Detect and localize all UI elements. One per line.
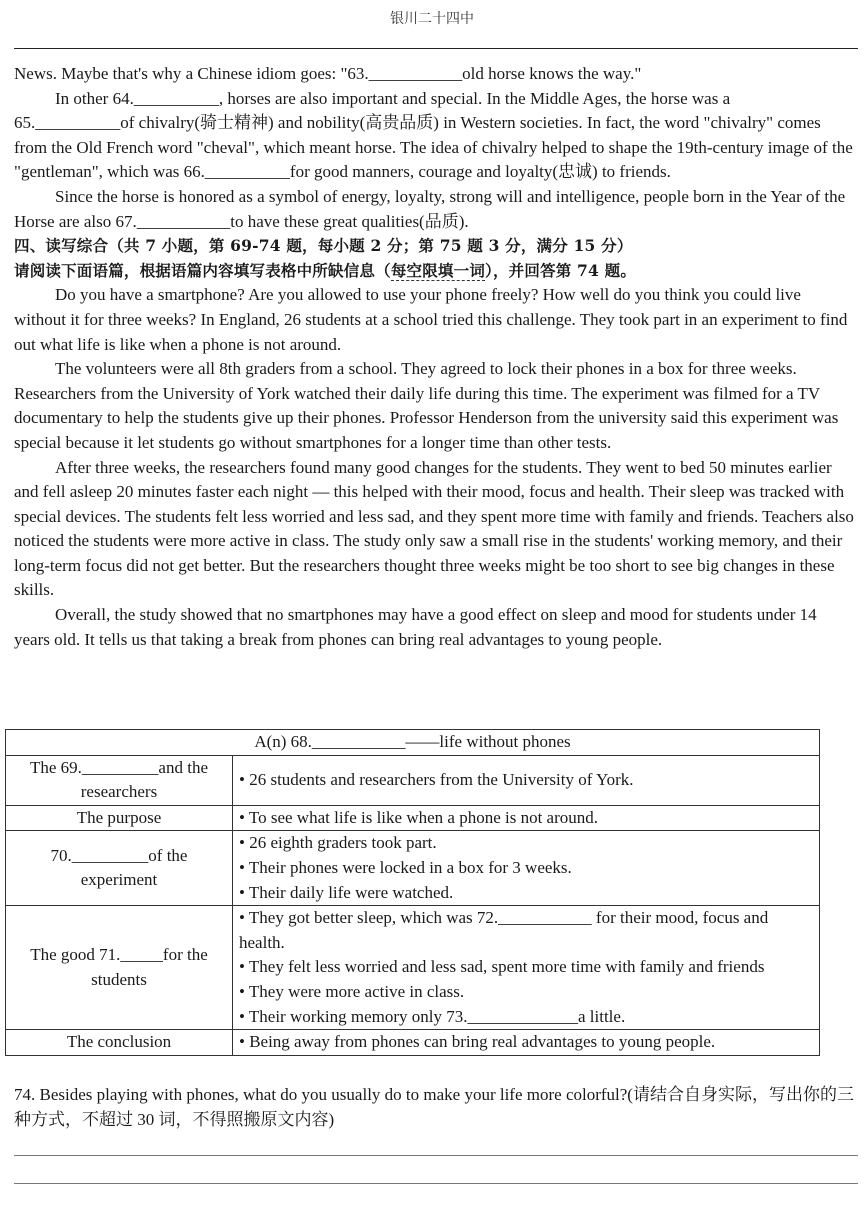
table-row (6, 906, 820, 1030)
paragraph-67: Since the horse is honored as a symbol of energy, loyalty, strong will and intelligence, people born in the Year of the Horse are also 67.___________to have these great qualities(品质). (14, 186, 846, 231)
passage-paragraph-1: Do you have a smartphone? Are you allowed to use your phone freely? How well do you think you could live without it for three weeks? In England, 26 students at a school tried this challenge. They took part in an experiment to find out what life is like when a phone is not around. (14, 285, 848, 354)
table-title[interactable]: A(n) 68.___________——life without phones (6, 730, 820, 756)
passage-paragraph-2: The volunteers were all 8th graders from a school. They agreed to lock their phones in a box for three weeks. Researchers from the University of York watched their daily life during this time. The experiment was filmed for a TV documentary to help the students give up their phones. Professor Henderson from the university said this experiment was special because it let students go without smartphones for a longer time than other tests. (14, 359, 839, 452)
row-line: • To see what life is like when a phone is not around. (239, 807, 599, 827)
instruction-emphasis: 每空限填一词 (390, 260, 486, 280)
passage-paragraph-4: Overall, the study showed that no smartphones may have a good effect on sleep and mood for students under 14 years old. It tells us that taking a break from phones can bring real advantages to young people. (14, 605, 817, 649)
section-instruction (14, 259, 854, 284)
row-line[interactable]: • They got better sleep, which was 72.___________ for their mood, focus and health. (239, 908, 769, 952)
row-label-conclusion: The conclusion (6, 1030, 233, 1056)
answer-line[interactable] (14, 1183, 858, 1184)
row-line[interactable]: • Their working memory only 73._____________a little. (239, 1006, 626, 1026)
row-label-purpose: The purpose (6, 805, 233, 831)
row-line: • They felt less worried and less sad, spent more time with family and friends (239, 957, 765, 977)
row-content (233, 831, 820, 906)
paragraph-64: In other 64.__________, horses are also important and special. In the Middle Ages, the horse was a 65.__________of chivalry(骑士精神) and nobility(高贵品质) in Western societies. In fact, the word "chivalry" comes from the Old French word "cheval", which meant horse. The idea of chivalry helped to shape the 19th-century image of the "gentleman", which was 66.__________for good manners, courage and loyalty(忠诚) to friends. (14, 88, 853, 182)
row-label-participants[interactable]: The 69._________and the researchers (6, 755, 233, 805)
passage-paragraph-3: After three weeks, the researchers found many good changes for the students. They went to bed 50 minutes earlier and fell asleep 20 minutes faster each night — this helped with their mood, focus and health. Their sleep was tracked with special devices. The students felt less worried and less sad, and they spent more time with family and friends. Teachers also noticed the students were more active in class. The study only saw a small rise in the students' working memory, and their long-term focus did not get better. But the researchers thought three weeks might be too short to see big changes in these skills. (14, 457, 854, 600)
page-header: 银川二十四中 (390, 11, 474, 27)
row-content (233, 805, 820, 831)
header-divider (14, 48, 858, 49)
row-line: • They were more active in class. (239, 981, 465, 1001)
paragraph-63: News. Maybe that's why a Chinese idiom goes: "63.___________old horse knows the way." (14, 64, 642, 83)
row-line: • Being away from phones can bring real advantages to young people. (239, 1032, 716, 1052)
row-line: • 26 students and researchers from the University of York. (239, 769, 634, 789)
table-row (6, 755, 820, 805)
row-label-details[interactable]: 70._________of the experiment (6, 831, 233, 906)
row-content (233, 906, 820, 1030)
reading-text (14, 62, 854, 652)
table-row (6, 805, 820, 831)
instruction-part-a: 请阅读下面语篇，根据语篇内容填写表格中所缺信息（ (14, 260, 391, 280)
table-row (6, 831, 820, 906)
row-content (233, 1030, 820, 1056)
question-74: 74. Besides playing with phones, what do you usually do to make your life more colorful?(请结合自身实际，写出你的三种方式，不超过 30 词，不得照搬原文内容) (14, 1085, 854, 1129)
section-title: 四、读写综合（共 7 小题，第 69-74 题，每小题 2 分；第 75 题 3 分，满分 15 分） (14, 236, 633, 256)
row-label-results[interactable]: The good 71._____for the students (6, 906, 233, 1030)
table-row (6, 1030, 820, 1056)
table-title-row (6, 730, 820, 756)
row-line: • Their phones were locked in a box for 3 weeks. (239, 857, 572, 877)
answer-line[interactable] (14, 1155, 858, 1156)
row-line: • 26 eighth graders took part. (239, 833, 437, 853)
row-content (233, 755, 820, 805)
instruction-part-b: ），并回答第 74 题。 (485, 260, 637, 280)
row-line: • Their daily life were watched. (239, 882, 454, 902)
info-table (5, 729, 820, 1056)
